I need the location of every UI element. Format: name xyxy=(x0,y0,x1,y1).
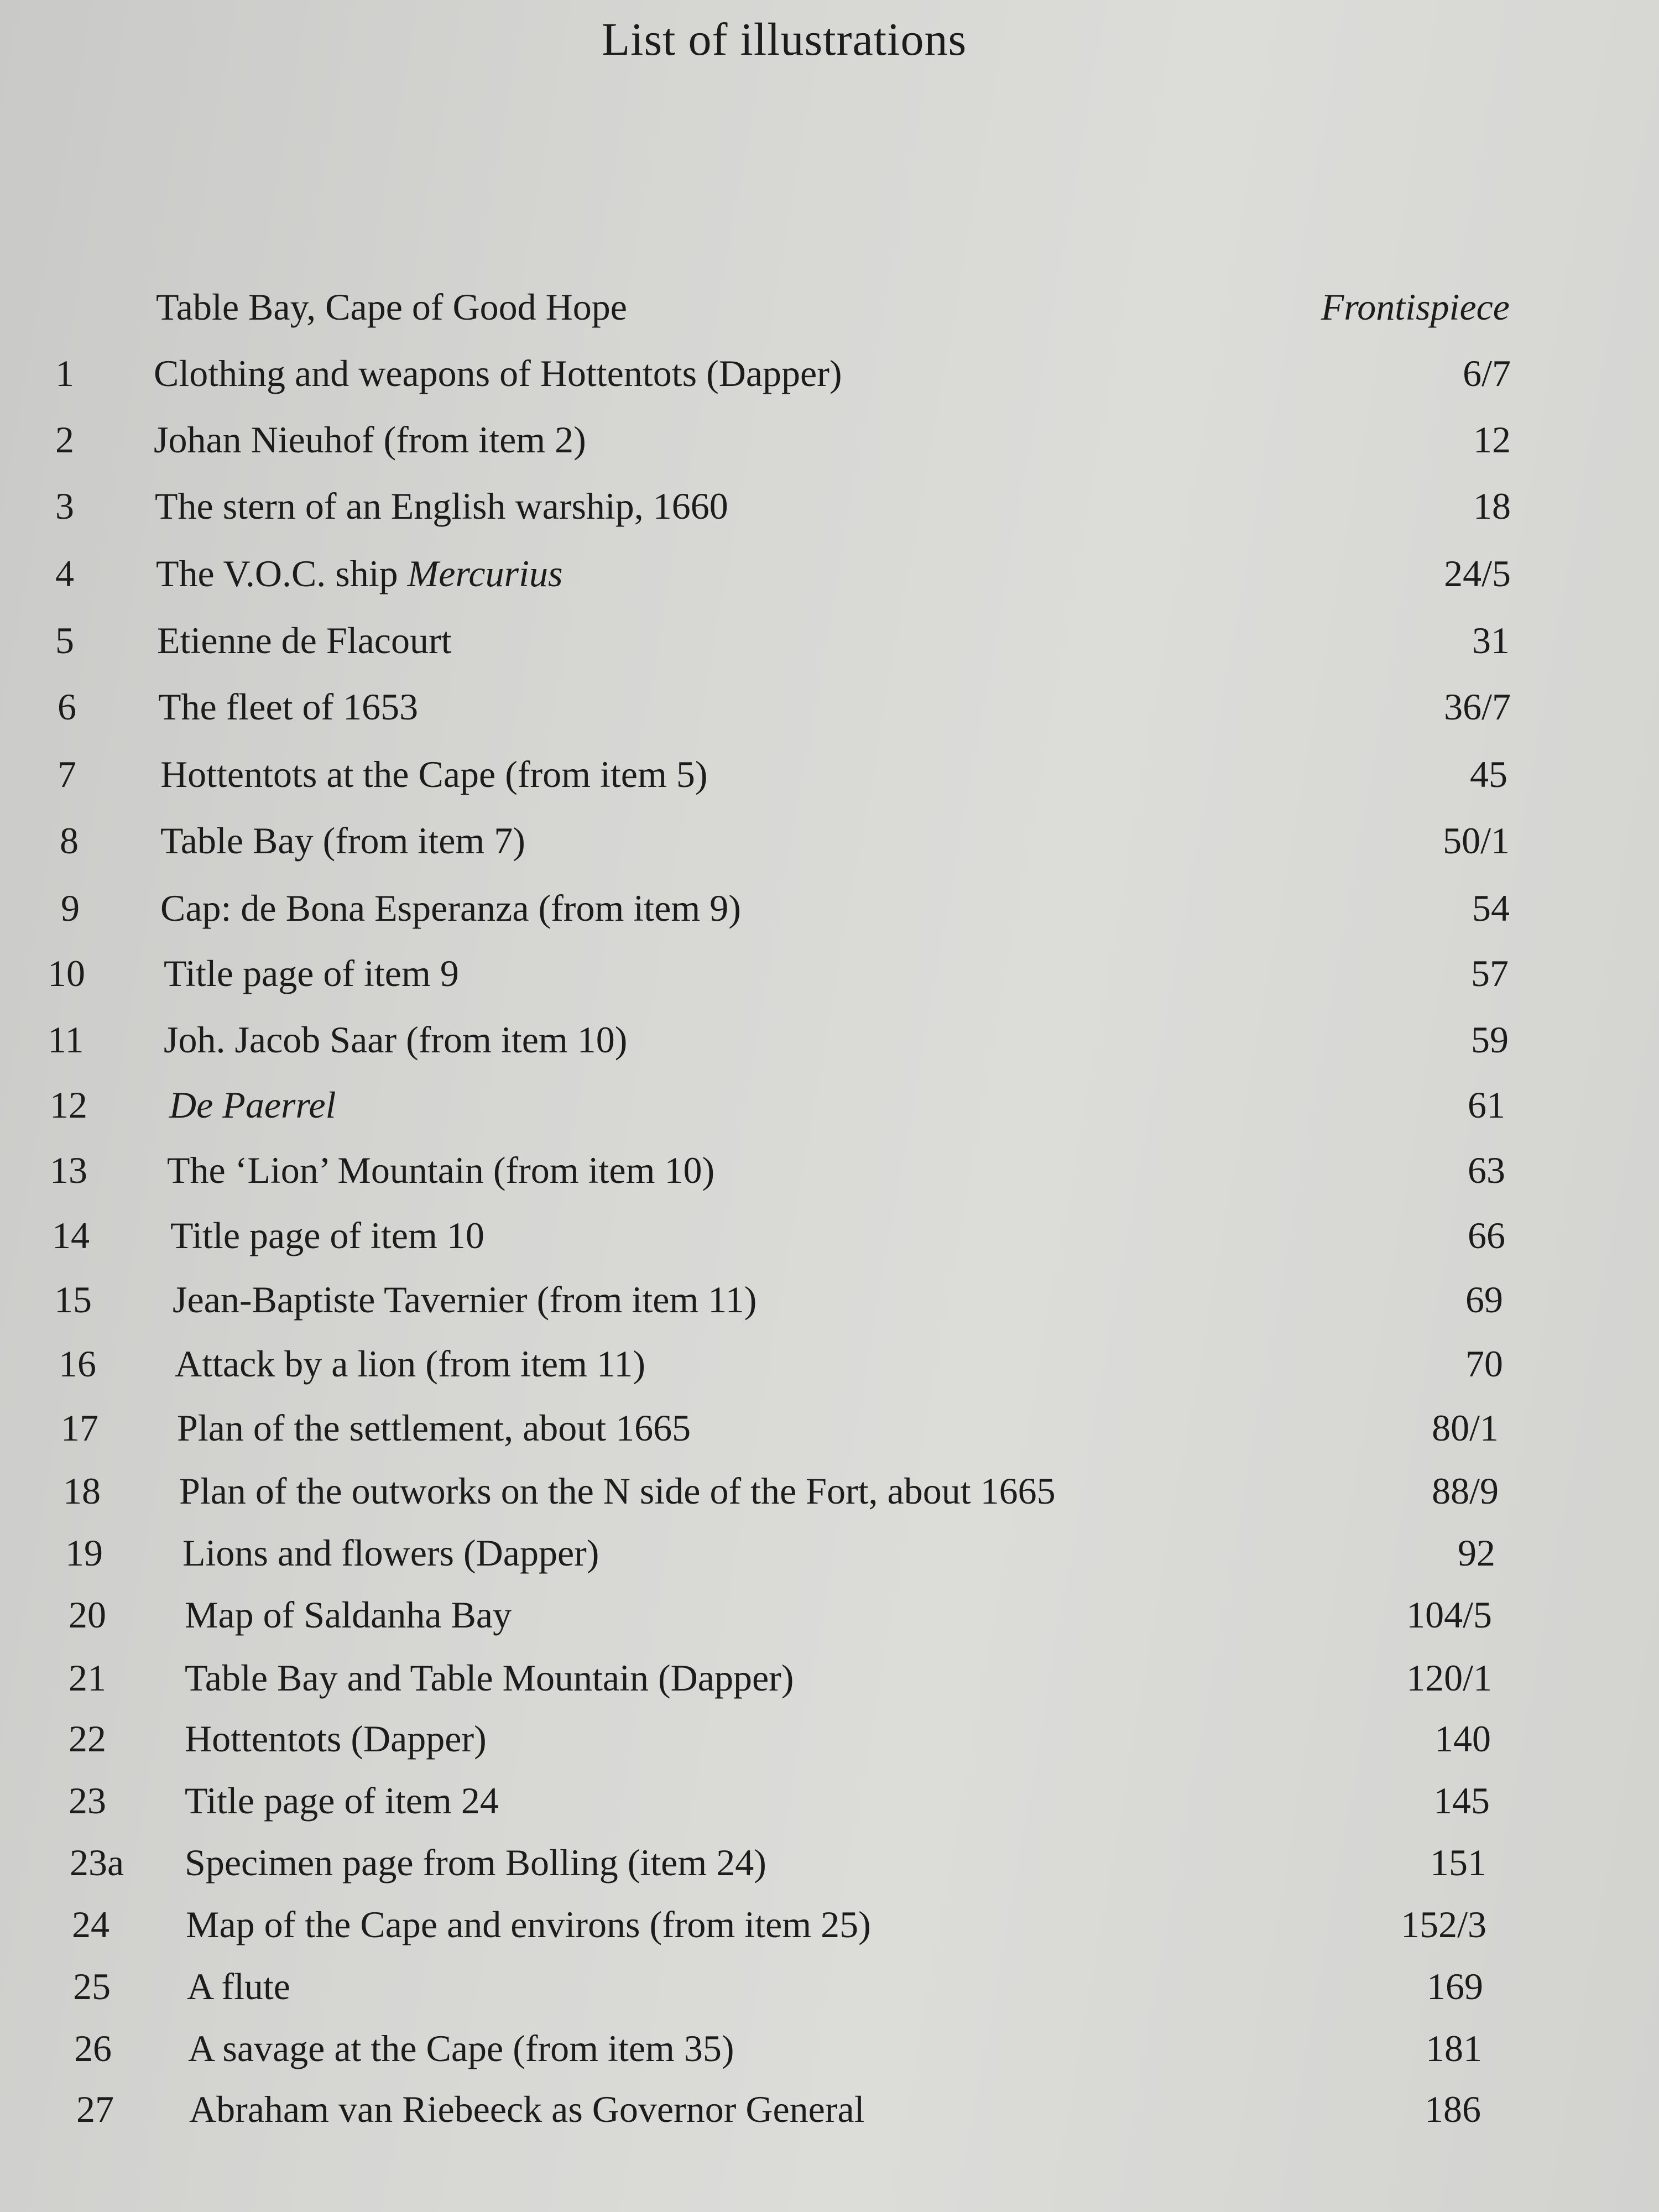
illustration-page: 69 xyxy=(1465,1279,1503,1321)
illustration-caption: Table Bay (from item 7) xyxy=(160,820,525,862)
illustration-caption: De Paerrel xyxy=(169,1084,336,1126)
illustration-page: 6/7 xyxy=(1463,352,1511,394)
illustration-number: 9 xyxy=(61,887,80,929)
illustration-number: 5 xyxy=(55,619,74,661)
illustration-page: 88/9 xyxy=(1432,1470,1499,1512)
illustration-number: 14 xyxy=(52,1214,90,1256)
illustration-caption: Cap: de Bona Esperanza (from item 9) xyxy=(160,887,741,929)
list-item xyxy=(59,1336,1503,1391)
illustration-caption: Jean-Baptiste Tavernier (from item 11) xyxy=(173,1279,757,1321)
list-item xyxy=(69,1587,1492,1642)
list-item xyxy=(60,813,1510,868)
illustration-page: 181 xyxy=(1426,2027,1482,2069)
list-item xyxy=(54,1272,1503,1327)
list-item xyxy=(73,1959,1483,2014)
list-item xyxy=(69,1711,1491,1766)
illustration-page: 145 xyxy=(1433,1780,1490,1822)
illustration-page: 104/5 xyxy=(1406,1594,1492,1636)
illustration-caption: The ‘Lion’ Mountain (from item 10) xyxy=(167,1149,715,1191)
illustration-page: 80/1 xyxy=(1432,1407,1499,1449)
illustration-number: 16 xyxy=(59,1343,96,1385)
illustration-page: 45 xyxy=(1470,753,1507,795)
list-item xyxy=(55,478,1511,534)
illustration-caption: Hottentots (Dapper) xyxy=(185,1718,487,1760)
illustration-page: 70 xyxy=(1465,1343,1503,1385)
list-item xyxy=(74,2021,1482,2076)
illustration-number: 6 xyxy=(58,686,76,728)
illustration-number: 18 xyxy=(63,1470,101,1512)
illustration-number: 19 xyxy=(65,1532,103,1574)
illustration-number: 4 xyxy=(55,552,74,594)
caption-text: The V.O.C. ship xyxy=(156,552,408,594)
illustration-page: 151 xyxy=(1430,1841,1486,1884)
illustration-page: 59 xyxy=(1471,1019,1509,1061)
illustration-caption: Hottentots at the Cape (from item 5) xyxy=(160,753,708,795)
list-item xyxy=(58,747,1507,802)
list-item xyxy=(55,346,1511,401)
illustration-caption: Title page of item 24 xyxy=(185,1780,499,1822)
illustration-caption: Title page of item 10 xyxy=(170,1214,484,1256)
illustration-number: 2 xyxy=(55,419,74,461)
list-item xyxy=(48,1012,1509,1067)
illustration-page: 186 xyxy=(1425,2088,1481,2130)
illustration-caption: Johan Nieuhof (from item 2) xyxy=(154,419,586,461)
illustration-page: 120/1 xyxy=(1406,1657,1492,1699)
list-item xyxy=(61,1400,1499,1455)
illustration-caption: Specimen page from Bolling (item 24) xyxy=(185,1841,766,1884)
illustration-page: 12 xyxy=(1473,419,1511,461)
illustration-page: 152/3 xyxy=(1401,1903,1486,1945)
list-item xyxy=(55,546,1511,601)
illustration-number: 25 xyxy=(73,1965,111,2007)
illustration-page: Frontispiece xyxy=(1321,286,1510,328)
illustration-number: 22 xyxy=(69,1718,106,1760)
illustration-caption: The stern of an English warship, 1660 xyxy=(155,485,728,527)
illustration-caption: Plan of the settlement, about 1665 xyxy=(177,1407,691,1449)
illustration-number: 21 xyxy=(69,1657,106,1699)
list-item xyxy=(61,880,1510,936)
illustration-caption: Joh. Jacob Saar (from item 10) xyxy=(164,1019,628,1061)
list-item xyxy=(50,1142,1505,1198)
illustration-number: 20 xyxy=(69,1594,106,1636)
list-item xyxy=(63,1463,1499,1519)
illustration-number: 11 xyxy=(48,1019,84,1061)
illustration-number: 12 xyxy=(50,1084,87,1126)
illustration-page: 66 xyxy=(1468,1214,1505,1256)
illustration-page: 169 xyxy=(1427,1965,1483,2007)
list-item xyxy=(70,1835,1486,1890)
illustration-number: 1 xyxy=(55,352,74,394)
page-title: List of illustrations xyxy=(601,14,967,65)
illustration-number: 23a xyxy=(70,1841,124,1884)
illustration-page: 61 xyxy=(1468,1084,1505,1126)
illustration-number: 3 xyxy=(55,485,74,527)
list-item xyxy=(55,412,1511,467)
illustration-caption: Lions and flowers (Dapper) xyxy=(182,1532,599,1574)
illustration-page: 18 xyxy=(1473,485,1511,527)
illustration-number: 27 xyxy=(76,2088,114,2130)
illustration-caption xyxy=(156,546,562,601)
illustration-number: 8 xyxy=(60,820,79,862)
illustration-caption: Table Bay and Table Mountain (Dapper) xyxy=(185,1657,794,1699)
illustration-caption: Clothing and weapons of Hottentots (Dapper) xyxy=(154,352,842,394)
list-item xyxy=(55,613,1510,668)
illustration-number: 17 xyxy=(61,1407,98,1449)
list-item xyxy=(50,1077,1505,1133)
illustration-page: 50/1 xyxy=(1443,820,1510,862)
list-item xyxy=(76,2081,1481,2137)
ship-name: Mercurius xyxy=(407,552,563,594)
list-item xyxy=(69,1650,1492,1705)
illustration-caption: Plan of the outworks on the N side of the Fort, about 1665 xyxy=(179,1470,1056,1512)
illustration-number: 7 xyxy=(58,753,76,795)
list-item xyxy=(69,1773,1490,1828)
illustration-number: 15 xyxy=(54,1279,92,1321)
illustration-caption: A savage at the Cape (from item 35) xyxy=(188,2027,734,2069)
illustration-page: 92 xyxy=(1458,1532,1495,1574)
list-item xyxy=(48,946,1509,1001)
illustration-caption: Map of the Cape and environs (from item 25) xyxy=(186,1903,871,1945)
illustration-caption: Etienne de Flacourt xyxy=(157,619,452,661)
illustration-number: 10 xyxy=(48,952,85,994)
list-item xyxy=(52,1208,1505,1263)
illustration-number: 26 xyxy=(74,2027,112,2069)
illustration-page: 24/5 xyxy=(1444,552,1511,594)
illustration-caption: Map of Saldanha Bay xyxy=(185,1594,512,1636)
illustration-caption: Table Bay, Cape of Good Hope xyxy=(156,286,627,328)
illustration-page: 63 xyxy=(1468,1149,1505,1191)
illustration-caption: The fleet of 1653 xyxy=(158,686,419,728)
illustration-caption: Title page of item 9 xyxy=(164,952,459,994)
illustration-page: 57 xyxy=(1471,952,1509,994)
list-item xyxy=(72,1897,1486,1952)
illustration-caption: Attack by a lion (from item 11) xyxy=(175,1343,646,1385)
list-item xyxy=(58,679,1511,734)
illustration-number: 13 xyxy=(50,1149,87,1191)
illustration-caption: A flute xyxy=(187,1965,290,2007)
illustration-number: 24 xyxy=(72,1903,109,1945)
illustration-page: 36/7 xyxy=(1444,686,1511,728)
illustration-caption: Abraham van Riebeeck as Governor General xyxy=(189,2088,865,2130)
illustration-page: 54 xyxy=(1472,887,1510,929)
list-item xyxy=(55,279,1510,335)
illustration-page: 140 xyxy=(1434,1718,1491,1760)
illustration-page: 31 xyxy=(1472,619,1510,661)
list-item xyxy=(65,1525,1495,1580)
illustration-number: 23 xyxy=(69,1780,106,1822)
